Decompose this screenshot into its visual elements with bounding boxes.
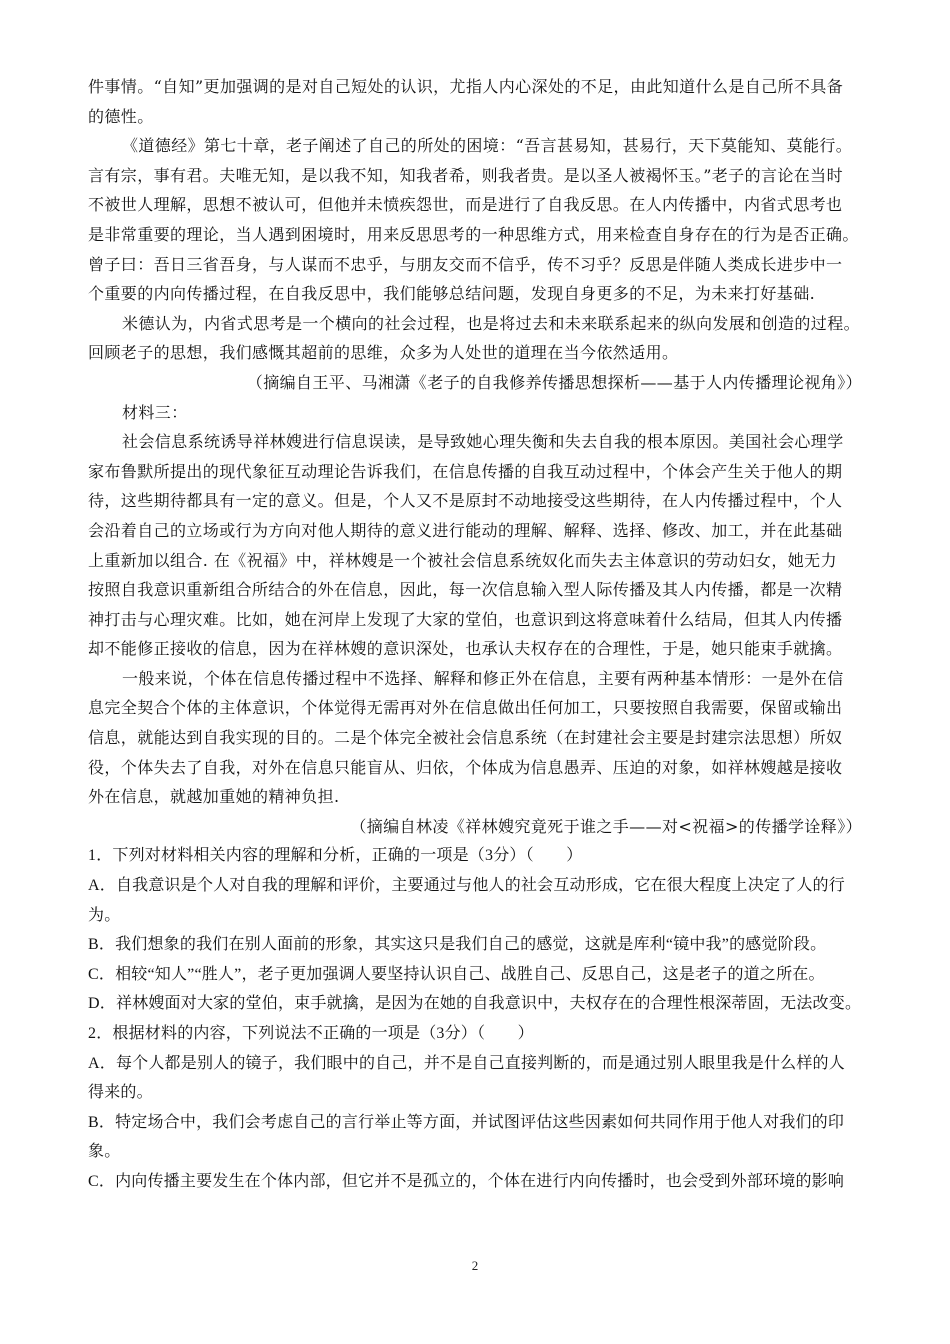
question-line: 象。 <box>88 1143 121 1161</box>
text-line: 待，这些期待都具有一定的意义。但是，个人又不是原封不动地接受这些期待，在人内传播过程中，个人 <box>88 491 843 511</box>
text-line: 信息，就能达到自我实现的目的。二是个体完全被社会信息系统（在封建社会主要是封建宗法思想）所奴 <box>88 728 843 748</box>
question-line: B．我们想象的我们在别人面前的形象，其实这只是我们自己的感觉，这就是库利“镜中我”的感觉阶段。 <box>88 936 827 954</box>
text-line: 家布鲁默所提出的现代象征互动理论告诉我们，在信息传播的自我互动过程中，个体会产生关于他人的期 <box>88 461 843 481</box>
text-line: 曾子曰：吾日三省吾身，与人谋而不忠乎，与朋友交而不信乎，传不习乎？反思是伴随人类成长进步中一 <box>88 254 843 274</box>
text-line: 不被世人理解，思想不被认可，但他并未愤疾怨世，而是进行了自我反思。在人内传播中，内省式思考也 <box>88 195 843 215</box>
text-line: 个重要的内向传播过程，在自我反思中，我们能够总结问题，发现自身更多的不足，为未来打好基础. <box>88 284 816 304</box>
text-line: 息完全契合个体的主体意识，个体觉得无需再对外在信息做出任何加工，只要按照自我需要，保留或输出 <box>88 698 843 718</box>
text-line: 的德性。 <box>88 106 154 126</box>
text-line: 社会信息系统诱导祥林嫂进行信息误读，是导致她心理失衡和失去自我的根本原因。美国社会心理学 <box>122 432 844 452</box>
question-line: A．每个人都是别人的镜子，我们眼中的自己，并不是自己直接判断的，而是通过别人眼里我是什么样的人 <box>88 1054 845 1072</box>
citation-line: （摘编自王平、马湘潇《老子的自我修养传播思想探析——基于人内传播理论视角》） <box>246 372 862 392</box>
text-line: 外在信息，就越加重她的精神负担. <box>88 787 340 807</box>
text-line: 是非常重要的理论，当人遇到困境时，用来反思思考的一种思维方式，用来检查自身存在的行为是否正确。 <box>88 224 859 244</box>
text-line: 按照自我意识重新组合所结合的外在信息，因此，每一次信息输入型人际传播及其人内传播，都是一次精 <box>88 580 843 600</box>
text-line: 神打击与心理灾难。比如，她在河岸上发现了大家的堂伯，也意识到这将意味着什么结局，但其人内传播 <box>88 609 843 629</box>
text-line: 却不能修正接收的信息，因为在祥林嫂的意识深处，也承认夫权存在的合理性，于是，她只能束手就擒。 <box>88 639 843 659</box>
question-line: 得来的。 <box>88 1084 153 1102</box>
text-line: 役，个体失去了自我，对外在信息只能盲从、归依，个体成为信息愚弄、压迫的对象，如祥林嫂越是接收 <box>88 757 843 777</box>
question-line: 1．下列对材料相关内容的理解和分析，正确的一项是（3分）（ ） <box>88 847 583 865</box>
question-line: A．自我意识是个人对自我的理解和评价，主要通过与他人的社会互动形成，它在很大程度上决定了人的行 <box>88 877 845 895</box>
question-line: C．内向传播主要发生在个体内部，但它并不是孤立的，个体在进行内向传播时，也会受到外部环境的影响 <box>88 1172 845 1190</box>
text-line: 件事情。“自知”更加强调的是对自己短处的认识，尤指人内心深处的不足，由此知道什么是自己所不具备 <box>88 77 844 96</box>
citation-line: （摘编自林凌《祥林嫂究竟死于谁之手——对<祝福>的传播学诠释》） <box>350 816 862 836</box>
text-line: 会沿着自己的立场或行为方向对他人期待的意义进行能动的理解、解释、选择、修改、加工，并在此基础 <box>88 520 843 540</box>
question-line: C．相较“知人”“胜人”，老子更加强调人要坚持认识自己、战胜自己、反思自己，这是老子的道之所在。 <box>88 965 825 983</box>
page-body <box>88 72 866 1197</box>
text-line: 米德认为，内省式思考是一个横向的社会过程，也是将过去和未来联系起来的纵向发展和创造的过程。 <box>122 313 861 333</box>
text-line: 言有宗，事有君。夫唯无知，是以我不知，知我者希，则我者贵。是以圣人被褐怀玉。”老子的言论在当时 <box>88 165 843 185</box>
question-line: D．祥林嫂面对大家的堂伯，束手就擒，是因为在她的自我意识中，夫权存在的合理性根深蒂固，无法改变。 <box>88 995 862 1013</box>
question-line: B．特定场合中，我们会考虑自己的言行举止等方面，并试图评估这些因素如何共同作用于他人对我们的印 <box>88 1113 845 1131</box>
text-line: 上重新加以组合. 在《祝福》中，祥林嫂是一个被社会信息系统奴化而失去主体意识的劳动妇女，她无力 <box>88 550 837 570</box>
question-line: 2．根据材料的内容，下列说法不正确的一项是（3分）（ ） <box>88 1025 534 1042</box>
text-line: 《道德经》第七十章，老子阐述了自己的所处的困境：“吾言甚易知，甚易行，天下莫能知、莫能行。 <box>122 136 853 156</box>
question-line: 为。 <box>88 906 121 924</box>
page-number: 2 <box>471 1258 479 1273</box>
section-label: 材料三： <box>122 402 188 422</box>
text-line: 回顾老子的思想，我们感慨其超前的思维，众多为人处世的道理在当今依然适用。 <box>88 343 679 363</box>
text-line: 一般来说，个体在信息传播过程中不选择、解释和修正外在信息，主要有两种基本情形：一是外在信 <box>122 668 844 688</box>
